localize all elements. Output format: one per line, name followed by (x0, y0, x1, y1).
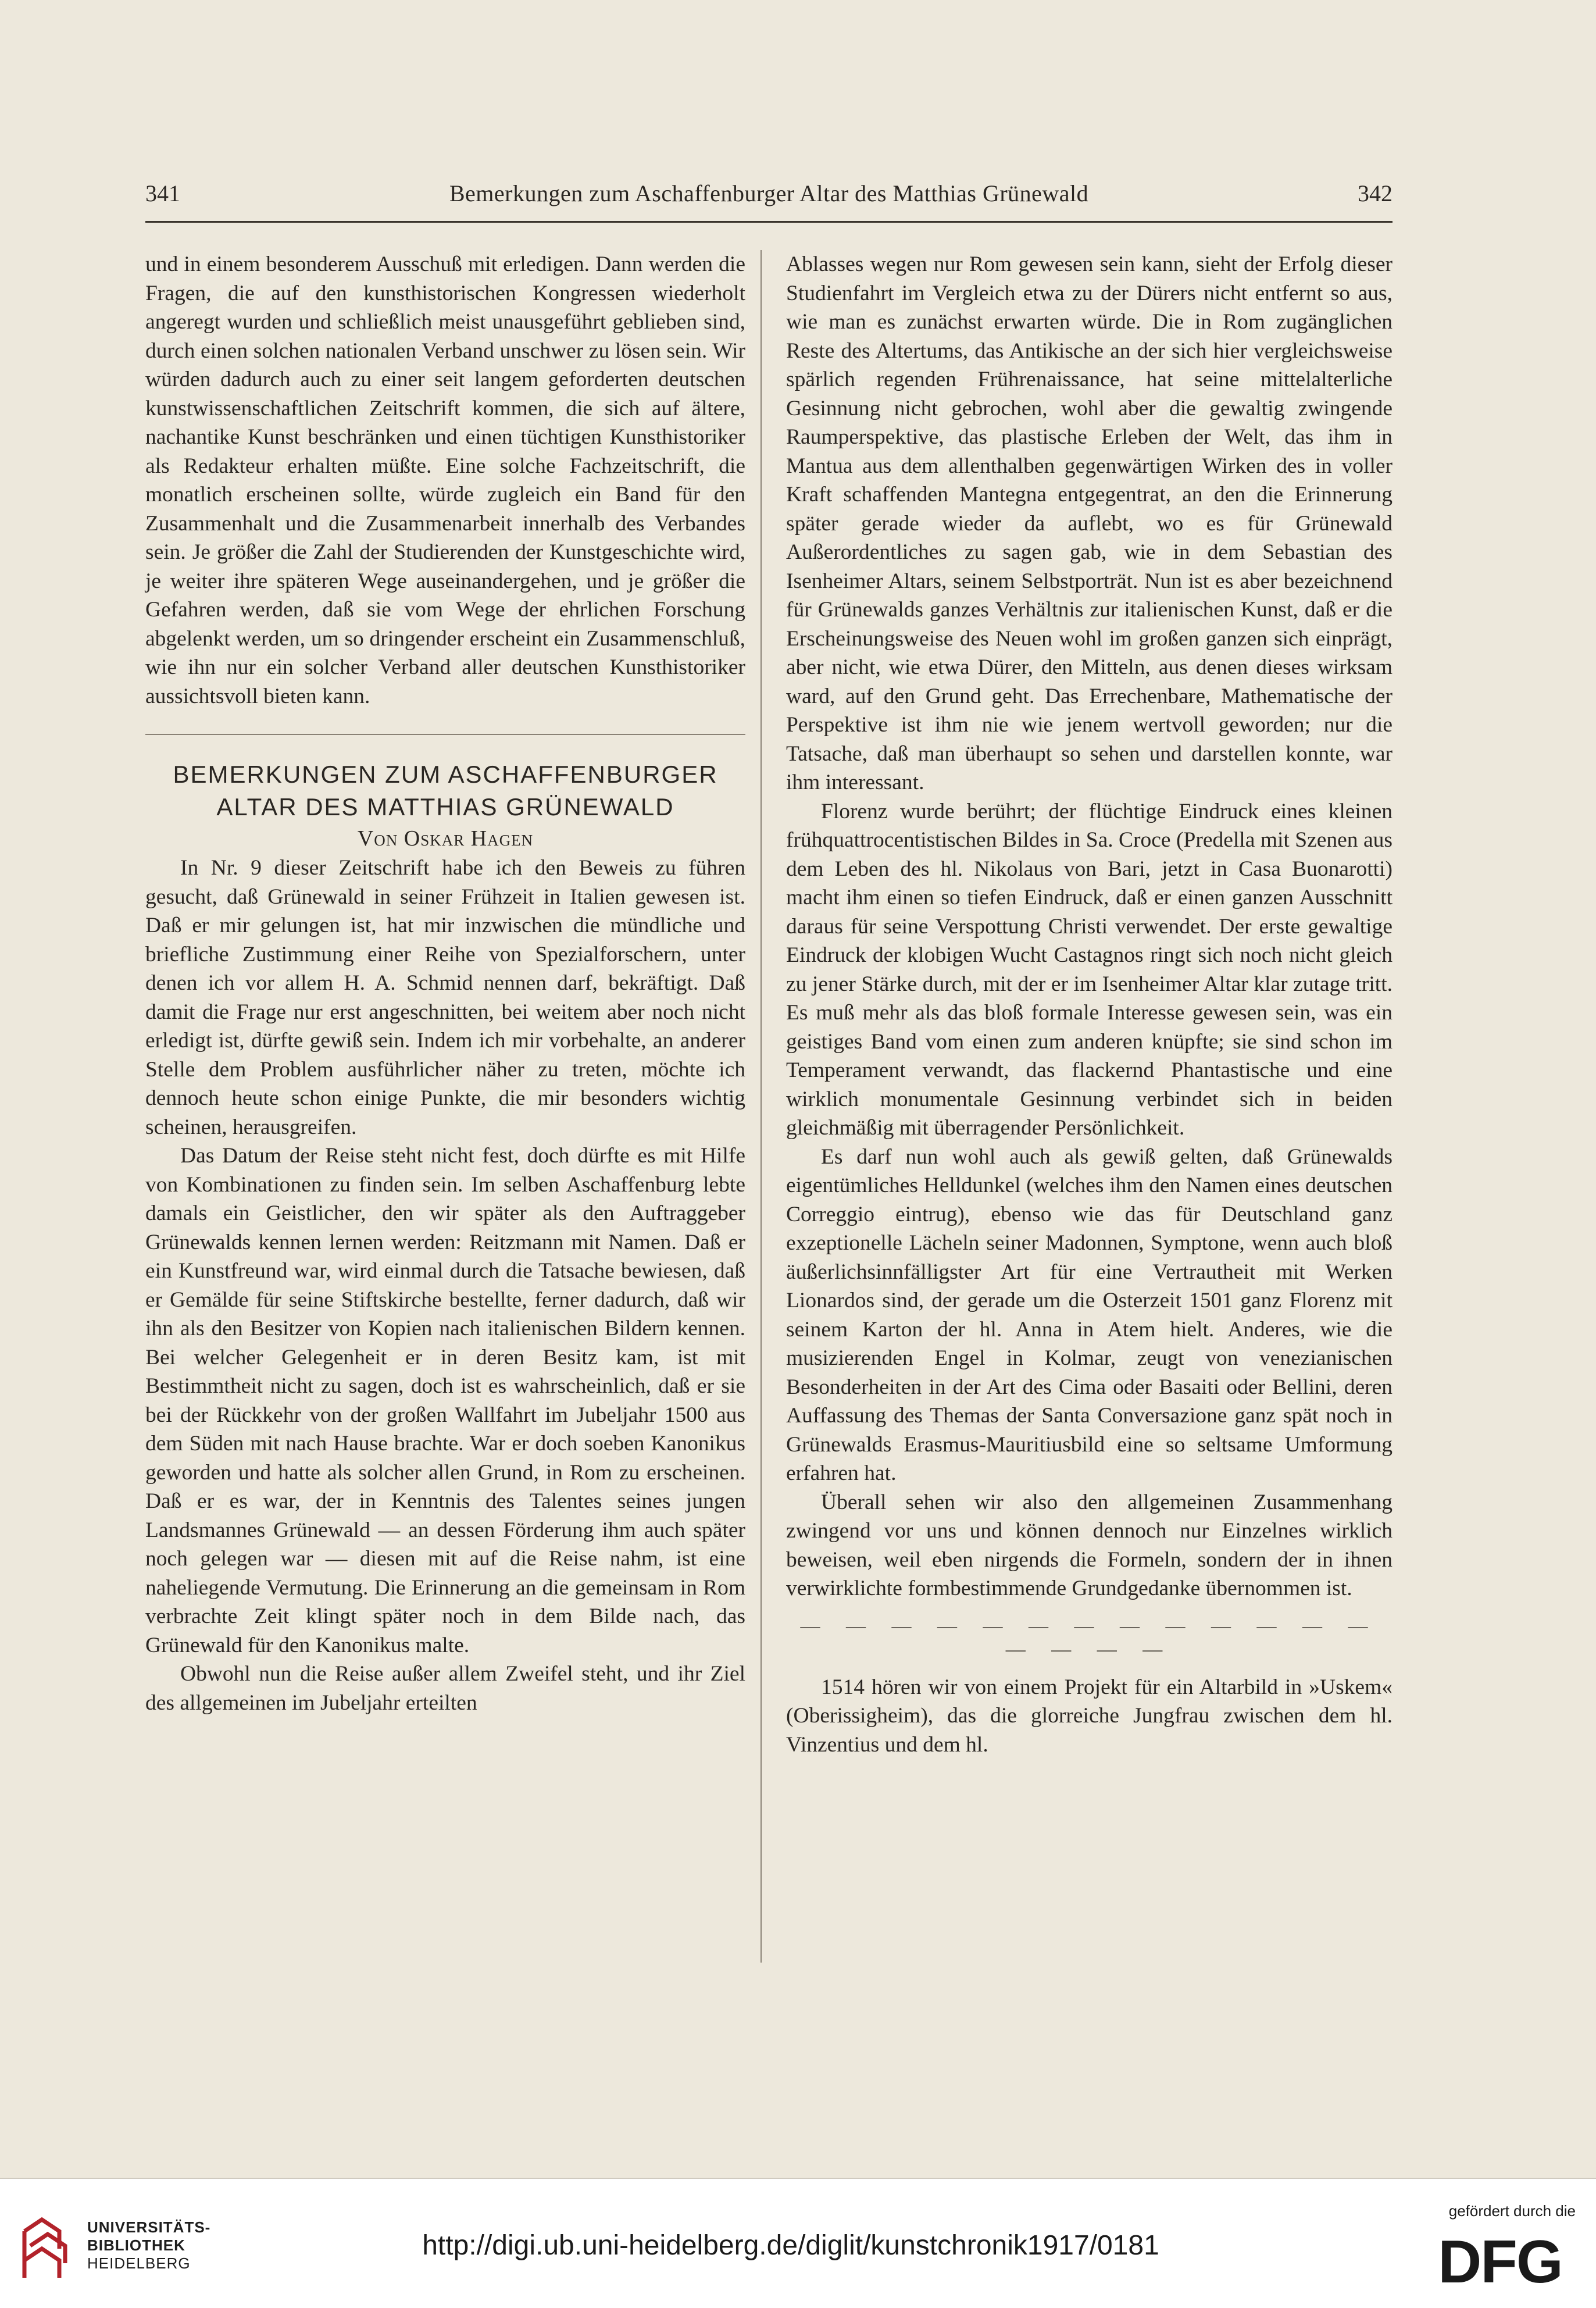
dfg-logo-icon (1419, 2231, 1581, 2289)
body-paragraph: Es darf nun wohl auch als gewiß gelten, daß Grünewalds eigentümliches Helldunkel (welches ihm den Namen eines deutschen Correggio eintrug), ebenso wie das für Deutschland ganz exzeptionelle Lächeln seiner Madonnen, Symptone, wenn auch bloß äußerlichsinnfälligster Art für eine Vertrautheit mit Werken Lionardos sind, der gerade um die Osterzeit 1501 ganz Florenz mit seinem Karton der hl. Anna in Atem hielt. Anderes, wie die musizierenden Engel in Kolmar, zeugt von venezianischen Besonderheiten in der Art des Cima oder Basaiti oder Bellini, deren Auffassung des Themas der Santa Conversazione ganz spät noch in Grünewalds Erasmus-Mauritiusbild eine so seltsame Umformung erfahren hat. (786, 1144, 1393, 1485)
running-head (145, 173, 1393, 214)
body-paragraph: In Nr. 9 dieser Zeitschrift habe ich den Beweis zu führen gesucht, daß Grünewald in seiner Frühzeit in Italien gewesen ist. Daß er mir gelungen ist, hat mir inzwischen die mündliche und briefliche Zustimmung einer Reihe von Spezialforschern, unter denen ich vor allem H. A. Schmid nennen darf, bekräftigt. Daß damit die Frage nur erst angeschnitten, bei weitem aber noch nicht erledigt ist, dürfte gewiß sein. Indem ich mir vorbehalte, an anderer Stelle dem Problem ausführlicher näher zu treten, möchte ich dennoch heute schon einige Punkte, die mir besonders wichtig scheinen, herausgreifen. (145, 856, 745, 1139)
body-paragraph: Ablasses wegen nur Rom gewesen sein kann, sieht der Erfolg dieser Studienfahrt im Vergleich etwa zu der Dürers nicht entfernt so aus, wie man es zunächst erwarten würde. Die in Rom zugänglichen Reste des Altertums, das Antikische an der sich hier vergleichsweise spärlich regenden Frührenaissance, hat seine mittelalterliche Gesinnung nicht gebrochen, wohl aber die gewaltig zwingende Raumperspektive, das plastische Erleben der Welt, das ihm in Mantua aus dem allenthalben gegenwärtigen Wirken des in voller Kraft schaffenden Mantegna entgegentrat, an den die Erinnerung später gerade wieder da auflebt, wo es für Grünewald Außerordentliches zu sagen gab, wie in dem Sebastian des Isenheimer Altars, seinem Selbstporträt. Nun ist es aber bezeichnend für Grünewalds ganzes Verhältnis zur italienischen Kunst, daß er die Erscheinungsweise des Neuen wohl im großen ganzen sich einprägt, aber nicht, wie etwa Dürer, den Mitteln, aus denen dieses wirksam ward, auf den Grund geht. Das Errechenbare, Mathematische der Perspektive ist ihm nie wie jenem wertvoll geworden; nur die Tatsache, daß man überhaupt so sehen und darstellen konnte, war ihm interessant. (786, 252, 1393, 794)
library-name (87, 2218, 210, 2273)
body-paragraph: Florenz wurde berührt; der flüchtige Eindruck eines kleinen frühquattrocentistischen Bildes in Sa. Croce (Predella mit Szenen aus dem Leben des hl. Nikolaus von Bari, jetzt in Casa Buonarotti) macht ihm einen so tiefen Eindruck, daß er einen ganzen Ausschnitt daraus für seine Verspottung Christi verwendet. Der erste gewaltige Eindruck der klobigen Wucht Castagnos ringt sich noch nicht gleich zu jener Stärke durch, mit der er im Isenheimer Altar klar zutage tritt. Es muß mehr als das bloß formale Interesse gewesen sein, was ein geistiges Band vom einen zum anderen knüpfte; sie sind schon im Temperament verwandt, das flackernd Phantastische und eine wirklich monumentale Gesinnung verbindet sich in beiden gleichmäßig mit überragender Persönlichkeit. (786, 799, 1393, 1140)
header-rule (145, 221, 1393, 223)
body-paragraph: Das Datum der Reise steht nicht fest, doch dürfte es mit Hilfe von Kombinationen zu finden sein. Im selben Aschaffenburg lebte damals ein Geistlicher, den wir später als den Auftraggeber Grünewalds kennen lernen werden: Reitzmann mit Namen. Daß er ein Kunstfreund war, wird einmal durch die Tatsache bewiesen, daß er Gemälde für seine Stiftskirche bestellte, ferner dadurch, daß wir ihn als den Besitzer von Kopien nach italienischen Bildern kennen. Bei welcher Gelegenheit er in deren Besitz kam, ist mit Bestimmtheit nicht zu sagen, doch ist es wahrscheinlich, daß er sie bei der Rückkehr von der großen Wallfahrt im Jubeljahr 1500 aus dem Süden mit nach Hause brachte. War er doch soeben Kanonikus geworden und hatte als solcher allen Grund, in Rom zu erscheinen. Daß er es war, der in Kenntnis des Talentes seines jungen Landsmannes Grünewald — an dessen Förderung ihm auch später noch gelegen war — diesen mit auf die Reise nahm, ist eine naheliegende Vermutung. Die Erinnerung an die gemeinsam in Rom verbrachte Zeit klingt später noch in dem Bilde nach, das Grünewald für den Kanonikus malte. (145, 1144, 745, 1657)
dash-separator: — — — — — — — — — — — — — — — — — (800, 1615, 1379, 1660)
byline: Von Oskar Hagen (357, 826, 534, 851)
article-heading-line-2: ALTAR DES MATTHIAS GRÜNEWALD (216, 793, 674, 821)
article-heading-line-1: BEMERKUNGEN ZUM ASCHAFFENBURGER (173, 761, 718, 788)
body-paragraph: Überall sehen wir also den allgemeinen Zusammenhang zwingend vor uns und können dennoch nur Einzelnes wirklich beweisen, weil eben nirgends die Formeln, sondern der in ihnen verwirklichte formbestimmende Grundgedanke übernommen ist. (786, 1490, 1393, 1600)
body-paragraph: Obwohl nun die Reise außer allem Zweifel steht, und ihr Ziel des allgemeinen im Jubeljahr erteilten (145, 1662, 745, 1715)
footer-bar (0, 2178, 1596, 2308)
left-column (145, 250, 745, 1717)
body-paragraph: 1514 hören wir von einem Projekt für ein Altarbild in »Uskem« (Oberissigheim), das die glorreiche Jungfrau zwischen dem hl. Vinzentius und dem hl. (786, 1675, 1393, 1757)
running-title: Bemerkungen zum Aschaffenburger Altar des Matthias Grünewald (449, 180, 1089, 206)
section-rule (145, 734, 745, 735)
page-number-right: 342 (1358, 180, 1393, 206)
source-url-link[interactable]: http://digi.ub.uni-heidelberg.de/diglit/kunstchronik1917/0181 (422, 2230, 1159, 2261)
funding-note: gefördert durch die (1448, 2202, 1576, 2220)
right-column (786, 250, 1393, 1759)
page-number-left: 341 (145, 180, 180, 206)
library-name-line-2: BIBLIOTHEK (87, 2236, 185, 2254)
dfg-logo-text: DFG (1438, 2231, 1562, 2289)
library-name-line-3: HEIDELBERG (87, 2255, 191, 2272)
column-divider (760, 250, 762, 1963)
intro-paragraph: und in einem besonderem Ausschuß mit erledigen. Dann werden die Fragen, die auf den kunsthistorischen Kongressen wiederholt angeregt wurden und schließlich meist unausgeführt geblieben sind, durch einen solchen nationalen Verband unschwer zu lösen sein. Wir würden dadurch auch zu einer seit langem geforderten deutschen kunstwissenschaftlichen Zeitschrift kommen, die sich auf ältere, nachantike Kunst beschränken und einen tüchtigen Kunsthistoriker als Redakteur erhalten müßte. Eine solche Fachzeitschrift, die monatlich erscheinen sollte, würde zugleich ein Band für den Zusammenhalt und die Zusammenarbeit innerhalb des Verbandes sein. Je größer die Zahl der Studierenden der Kunstgeschichte wird, je weiter ihre späteren Wege auseinandergehen, und je größer die Gefahren werden, daß sie vom Wege der ehrlichen Forschung abgelenkt werden, um so dringender erscheint ein Zusammenschluß, wie ihn nur ein solcher Verband aller deutschen Kunsthistoriker aussichtsvoll bieten kann. (145, 252, 745, 708)
library-name-line-1: UNIVERSITÄTS- (87, 2218, 211, 2236)
library-logo-strokes (24, 2220, 65, 2278)
library-logo-icon (19, 2214, 77, 2289)
